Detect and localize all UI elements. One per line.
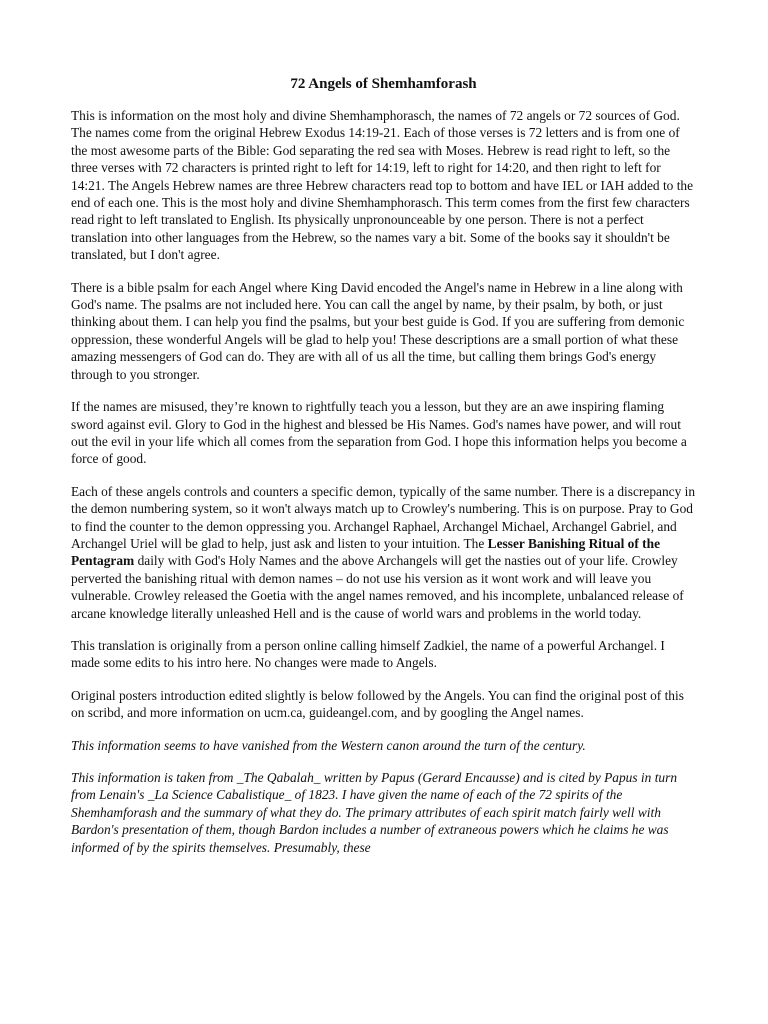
paragraph-text: daily with God's Holy Names and the above Archangels will get the nasties out of your life. Crowley perverted the banishing ritual with demon names – do not use his version as it wont work and will leave you vulnerable. Crowley released the Goetia with the angel names removed, and his incomplete, unbalanced release of arcane knowledge literally unleashed Hell and is the cause of world wars and problems in the world today.: [71, 553, 684, 621]
document-page: [71, 76, 696, 871]
document-title: 72 Angels of Shemhamforash: [290, 76, 477, 92]
paragraph-vanished-canon: This information seems to have vanished from the Western canon around the turn of the century.: [71, 737, 586, 753]
paragraph-translation-source: This translation is originally from a person online calling himself Zadkiel, the name of a powerful Archangel. I made some edits to his intro here. No changes were made to Angels.: [71, 637, 665, 671]
paragraph-text: Each of these angels controls and counters a specific demon, typically of the same number. There is a discrepancy in the demon numbering system, so it won't always match up to Crowley's numbering. This is on purpose. Pray to God to find the counter to the demon oppressing you. Archangel Raphael, Archangel Michael, Archangel Gabriel, and Archangel Uriel will be glad to help, just ask and listen to your intuition. The: [71, 483, 696, 551]
paragraph-bible-psalms: There is a bible psalm for each Angel where King David encoded the Angel's name in Hebrew in a line along with God's name. The psalms are not included here. You can call the angel by name, by their psalm, by both, or just thinking about them. I can help you find the psalms, but your best guide is God. If you are suffering from demonic oppression, these wonderful Angels will be glad to help you! These descriptions are a small portion of what these amazing messengers of God can do. They are with all of us all the time, but calling them brings God's energy through to you stronger.: [71, 279, 685, 382]
paragraph-misuse-warning: If the names are misused, they’re known to rightfully teach you a lesson, but they are an awe inspiring flaming sword against evil. Glory to God in the highest and blessed be His Names. God's names have power, and will rout out the evil in your life which all comes from the separation from God. I hope this information helps you become a force of good.: [71, 399, 687, 467]
paragraph-demons-counter: [71, 483, 696, 622]
paragraph-original-poster: Original posters introduction edited slightly is below followed by the Angels. You can find the original post of this on scribd, and more information on ucm.ca, guideangel.com, and by googling the Angel names.: [71, 687, 684, 721]
paragraph-shemhamphorasch-intro: This is information on the most holy and divine Shemhamphorasch, the names of 72 angels or 72 sources of God. The names come from the original Hebrew Exodus 14:19-21. Each of those verses is 72 letters and is from one of the most awesome parts of the Bible: God separating the red sea with Moses. Hebrew is read right to left, so the three verses with 72 characters is printed right to left for 14:19, left to right for 14:20, and then right to left for 14:21. The Angels Hebrew names are three Hebrew characters read top to bottom and have IEL or IAH added to the end of each one. This is the most holy and divine Shemhamphorasch. This term comes from the first few characters read right to left translated to English. Its physically unpronounceable by one person. There is not a perfect translation into other languages from the Hebrew, so the names vary a bit. Some of the books say it shouldn't be translated, but I don't agree.: [71, 108, 694, 263]
paragraph-qabalah-source: This information is taken from _The Qabalah_ written by Papus (Gerard Encausse) and is cited by Papus in turn from Lenain's _La Science Cabalistique_ of 1823. I have given the name of each of the 72 spirits of the Shemhamforash and the summary of what they do. The primary attributes of each spirit match fairly well with Bardon's presentation of them, though Bardon includes a number of extraneous powers which he claims he was informed of by the spirits themselves. Presumably, these: [71, 770, 678, 855]
bold-ritual-name: Lesser Banishing Ritual of the Pentagram: [71, 535, 661, 569]
